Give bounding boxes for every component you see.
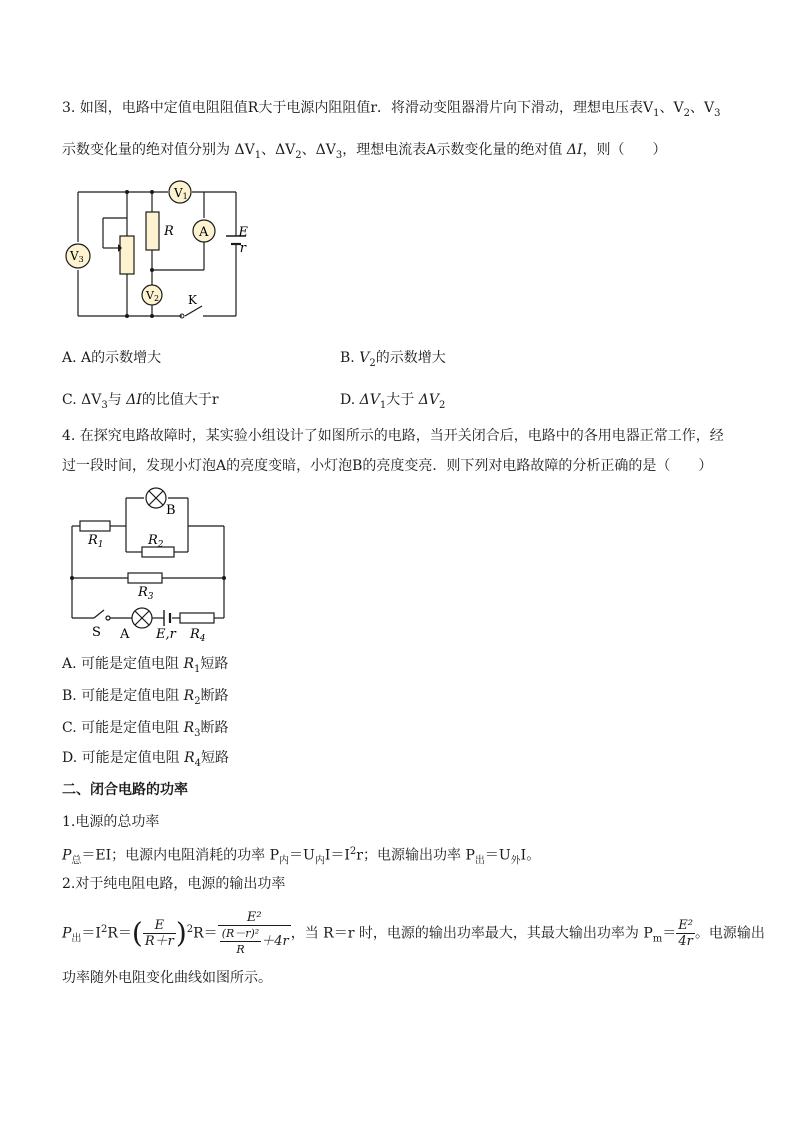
sup: 2 [349,846,357,857]
q4-option-c[interactable] [62,718,229,744]
item2-title: 2.对于纯电阻电路，电源的输出功率 [62,876,286,892]
p-symbol: P [62,925,72,942]
text: ＝U [484,847,511,864]
section-heading: 二、闭合电路的功率 [62,782,188,798]
sub: 1 [379,399,387,411]
sub: m [652,933,663,945]
sub: 总 [71,855,82,867]
fraction-e2-over-4r [676,918,695,949]
label-a: A [199,225,209,240]
q4-option-d[interactable] [62,748,229,774]
label-r-resistor: R [164,224,174,239]
final-line: 功率随外电阻变化曲线如图所示。 [62,970,272,986]
sub: 2 [369,357,376,369]
frac-den: R＋r [144,934,174,950]
label-r2: $R_2$ [148,533,164,550]
q3-stem-text: 3. 如图，电路中定值电阻阻值R大于电源内阻阻值r．将滑动变阻器滑片向下滑动，理想电压表V [62,100,654,116]
delta-v: ΔV [81,392,102,408]
q3-option-a[interactable] [62,348,161,368]
label-k: K [188,293,197,307]
sep: 、 [261,142,276,158]
label-lamp-b: B [166,503,176,518]
sub: 2 [683,107,691,119]
text: I。 [520,847,541,864]
text: R＝ [193,925,218,942]
option-text: 短路 [201,750,229,766]
q3-stem-line2 [62,140,732,166]
text: ＝U [289,847,315,864]
q3-circuit-diagram [60,178,250,326]
option-text: A. A的示数增大 [62,350,162,366]
label-v3: V3 [70,249,84,264]
sub: 3 [194,727,201,739]
label-r1: $R_1$ [88,533,104,550]
label-lamp-a: A [120,627,130,642]
option-text: 的示数增大 [375,350,446,366]
sep: 、 [301,142,316,158]
frac-num: E² [218,910,291,926]
sub: 3 [714,107,721,119]
delta-v: ΔV [234,142,255,158]
label-e: E [238,225,248,240]
sup: 2 [100,924,108,935]
label-r4: $R_4$ [190,627,206,644]
sub: 3 [335,149,343,161]
sub: 出 [474,855,485,867]
label-e-r: E,r [156,627,176,642]
r-symbol: R [183,688,195,704]
sub: 1 [254,149,262,161]
q4-option-a[interactable] [62,654,228,680]
frac-den: 4r [678,934,693,950]
r-symbol: R [183,720,195,736]
option-text: 短路 [200,656,229,672]
option-text: C. [62,392,82,408]
label-r3: $R_3$ [138,585,154,602]
sub: 4 [194,757,201,769]
option-text: D. [340,392,360,408]
option-text: 的比值大于r [141,392,219,408]
delta-v: ΔV [359,392,380,408]
sub: 2 [438,399,446,411]
option-text: D. 可能是定值电阻 [62,750,185,766]
frac-den: R [236,943,245,957]
frac-num: (R－r)² [221,927,260,941]
q3-stem-text: ，理想电流表A示数变化量的绝对值 [342,142,567,158]
q4-option-b[interactable] [62,686,229,712]
q3-stem-text: 示数变化量的绝对值分别为 [62,142,235,158]
sup: 2 [186,924,194,935]
option-text: 断路 [200,688,229,704]
sub: 内 [314,855,325,867]
sub: 1 [194,663,201,675]
text: R＝ [107,925,132,942]
text: I＝I [324,847,350,864]
text: ＝ [662,925,677,942]
q3-option-d[interactable] [340,390,445,416]
frac-den [218,926,291,957]
item1-text [62,842,732,871]
r-symbol: R [183,656,195,672]
sub: 1 [653,107,660,119]
delta-v: ΔV [315,142,336,158]
sub: 内 [279,855,290,867]
paren-open: ( [131,916,143,950]
paren-close: ) [175,916,187,950]
frac-num: E² [678,918,693,934]
q4-stem-line2: 过一段时间，发现小灯泡A的亮度变暗，小灯泡B的亮度变亮．则下列对电路故障的分析正确的是（ ） [62,458,713,474]
sub: 外 [510,855,521,867]
q3-option-c[interactable] [62,390,219,416]
text: r；电源输出功率 P [356,847,475,864]
output-power-formula [62,910,765,957]
fraction-max-power [218,910,291,957]
label-s: S [92,625,101,640]
sub: 出 [71,933,82,945]
label-v1: V1 [174,186,188,201]
option-text: C. 可能是定值电阻 [62,720,184,736]
fraction-e-over-r-plus-r [143,918,176,949]
delta-v: ΔV [275,142,296,158]
sep: 、 [659,100,674,116]
option-text: 断路 [200,720,229,736]
sep: 、V [690,100,715,116]
text: ＝EI；电源内电阻消耗的功率 P [81,847,280,864]
frac-num: E [143,918,176,934]
text: ＝I [81,925,101,942]
sub: 2 [194,695,201,707]
option-text: 与 [107,392,127,408]
q3-stem-line1: 3. 如图，电路中定值电阻阻值R大于电源内阻阻值r．将滑动变阻器滑片向下滑动，理想电压表$V_1$、$V_2$、$V_3$ [62,100,721,119]
q4-stem-line1: 4. 在探究电路故障时，某实验小组设计了如图所示的电路，当开关闭合后，电路中的各用电器正常工作，经 [62,428,724,444]
sub: 3 [101,399,108,411]
r-symbol: R [184,750,195,766]
delta-v: ΔV [418,392,439,408]
sub: 2 [295,149,302,161]
text: ＋4r [261,934,289,950]
label-v2: V2 [146,289,160,303]
q4-circuit-diagram [64,486,234,646]
option-text: 大于 [386,392,419,408]
option-text: B. 可能是定值电阻 [62,688,184,704]
inner-fraction [220,926,262,957]
p-symbol: P [62,847,72,864]
q3-option-b[interactable]: B. $V_2$的示数增大 [340,350,446,369]
item1-title: 1.电源的总功率 [62,814,160,830]
q3-stem-text: ，则（ ） [582,142,667,158]
text: 。电源输出 [694,925,765,942]
option-text: B. [340,350,360,366]
delta-i: ΔI [566,142,583,158]
label-r-internal: r [239,241,246,256]
text: ，当 R＝r 时，电源的输出功率最大，其最大输出功率为 P [290,925,653,942]
delta-i: ΔI [126,392,142,408]
option-text: A. 可能是定值电阻 [62,656,184,672]
